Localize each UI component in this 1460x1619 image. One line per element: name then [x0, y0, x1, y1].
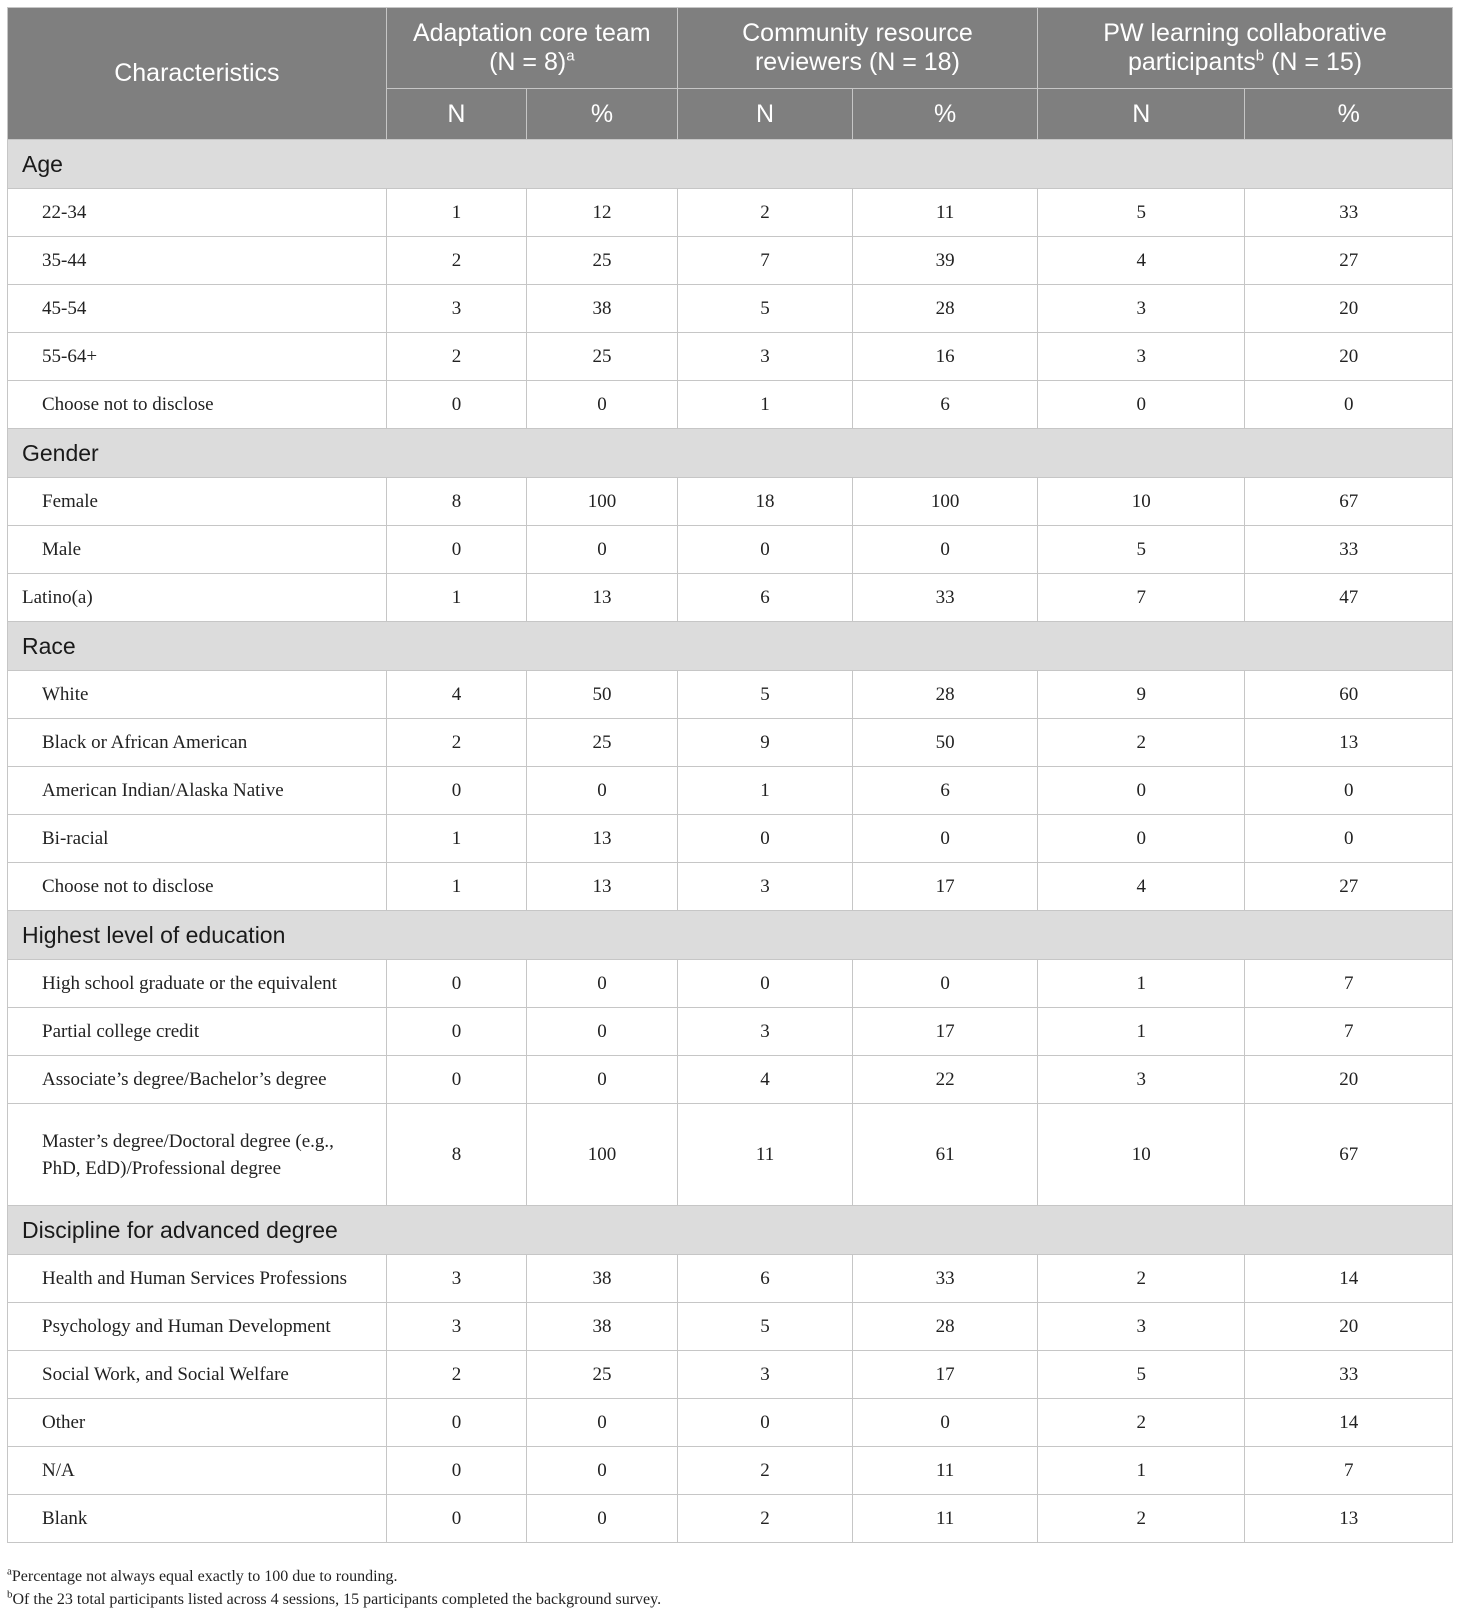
footnote-a	[7, 1565, 1453, 1588]
section-row	[8, 1206, 1453, 1255]
cell-percent: 13	[1245, 1495, 1453, 1543]
table-row	[8, 1447, 1453, 1495]
table-row	[8, 1303, 1453, 1351]
cell-percent: 50	[853, 719, 1038, 767]
cell-count: 10	[1038, 1104, 1245, 1206]
cell-percent: 0	[527, 1495, 678, 1543]
group-header-line2: (N = 8)	[489, 48, 567, 76]
cell-count: 3	[1038, 333, 1245, 381]
cell-percent: 28	[853, 671, 1038, 719]
cell-count: 3	[677, 863, 852, 911]
table-row	[8, 960, 1453, 1008]
cell-count: 3	[1038, 1056, 1245, 1104]
cell-count: 3	[677, 333, 852, 381]
section-row	[8, 911, 1453, 960]
cell-count: 5	[677, 1303, 852, 1351]
row-label: Male	[8, 526, 387, 574]
section-row	[8, 140, 1453, 189]
cell-percent: 0	[527, 1399, 678, 1447]
row-label: Associate’s degree/Bachelor’s degree	[8, 1056, 387, 1104]
cell-percent: 67	[1245, 478, 1453, 526]
cell-percent: 61	[853, 1104, 1038, 1206]
footnote-marker: a	[7, 1565, 12, 1578]
section-label: Discipline for advanced degree	[8, 1206, 1453, 1255]
row-label: Latino(a)	[8, 574, 387, 622]
cell-count: 1	[1038, 1008, 1245, 1056]
group-header-line1: Adaptation core team	[412, 19, 651, 47]
row-label: Blank	[8, 1495, 387, 1543]
table-row	[8, 719, 1453, 767]
cell-count: 0	[1038, 815, 1245, 863]
group-header-count: (N = 15)	[1264, 48, 1363, 76]
cell-percent: 50	[527, 671, 678, 719]
cell-count: 3	[1038, 1303, 1245, 1351]
cell-count: 6	[677, 574, 852, 622]
cell-count: 0	[386, 767, 526, 815]
cell-count: 7	[677, 237, 852, 285]
table-row	[8, 333, 1453, 381]
cell-count: 0	[386, 1495, 526, 1543]
cell-percent: 33	[853, 574, 1038, 622]
group-header-core-team	[386, 8, 677, 89]
cell-count: 0	[677, 815, 852, 863]
cell-count: 0	[677, 526, 852, 574]
section-label: Age	[8, 140, 1453, 189]
cell-count: 2	[677, 189, 852, 237]
cell-percent: 39	[853, 237, 1038, 285]
cell-count: 1	[677, 381, 852, 429]
row-label: Black or African American	[8, 719, 387, 767]
footnote-b	[7, 1588, 1453, 1611]
row-label: 55-64+	[8, 333, 387, 381]
cell-percent: 28	[853, 1303, 1038, 1351]
section-row	[8, 622, 1453, 671]
group-header-line2: reviewers (N = 18)	[754, 48, 960, 76]
table-row	[8, 574, 1453, 622]
cell-count: 0	[386, 526, 526, 574]
cell-percent: 25	[527, 719, 678, 767]
row-label: Psychology and Human Development	[8, 1303, 387, 1351]
cell-percent: 0	[527, 1056, 678, 1104]
table-row	[8, 1495, 1453, 1543]
subcol-header-percent: %	[1245, 89, 1453, 140]
section-label: Highest level of education	[8, 911, 1453, 960]
row-label: Health and Human Services Professions	[8, 1255, 387, 1303]
table-row	[8, 237, 1453, 285]
table-row	[8, 671, 1453, 719]
group-header-line2: participants	[1127, 48, 1256, 76]
subcol-header-percent: %	[527, 89, 678, 140]
row-label: 45-54	[8, 285, 387, 333]
cell-count: 0	[386, 381, 526, 429]
cell-percent: 13	[527, 574, 678, 622]
cell-count: 0	[1038, 767, 1245, 815]
cell-percent: 100	[527, 1104, 678, 1206]
cell-count: 7	[1038, 574, 1245, 622]
cell-percent: 13	[527, 863, 678, 911]
footnote-marker: a	[566, 47, 575, 65]
cell-count: 1	[386, 574, 526, 622]
cell-count: 8	[386, 1104, 526, 1206]
cell-count: 1	[1038, 1447, 1245, 1495]
cell-count: 3	[677, 1351, 852, 1399]
cell-count: 3	[386, 1255, 526, 1303]
cell-percent: 0	[527, 1008, 678, 1056]
cell-percent: 33	[1245, 1351, 1453, 1399]
row-label: 22-34	[8, 189, 387, 237]
cell-percent: 20	[1245, 1056, 1453, 1104]
cell-percent: 11	[853, 1447, 1038, 1495]
cell-count: 1	[386, 863, 526, 911]
cell-percent: 25	[527, 1351, 678, 1399]
section-label: Race	[8, 622, 1453, 671]
cell-percent: 28	[853, 285, 1038, 333]
cell-percent: 25	[527, 333, 678, 381]
cell-percent: 0	[527, 1447, 678, 1495]
cell-percent: 13	[527, 815, 678, 863]
cell-count: 5	[1038, 1351, 1245, 1399]
row-label: Social Work, and Social Welfare	[8, 1351, 387, 1399]
row-label: N/A	[8, 1447, 387, 1495]
cell-percent: 17	[853, 863, 1038, 911]
cell-count: 2	[1038, 1399, 1245, 1447]
cell-percent: 33	[853, 1255, 1038, 1303]
group-header-line1: PW learning collaborative	[1103, 19, 1387, 47]
footnote-marker: b	[7, 1588, 13, 1601]
cell-count: 6	[677, 1255, 852, 1303]
cell-count: 3	[386, 285, 526, 333]
cell-count: 2	[1038, 1495, 1245, 1543]
group-header-learning-collaborative	[1038, 8, 1453, 89]
cell-count: 0	[677, 960, 852, 1008]
cell-count: 2	[386, 333, 526, 381]
row-label: Master’s degree/Doctoral degree (e.g., PhD, EdD)/Professional degree	[8, 1104, 387, 1206]
cell-count: 5	[677, 671, 852, 719]
cell-percent: 6	[853, 767, 1038, 815]
cell-count: 0	[386, 1447, 526, 1495]
row-label: Choose not to disclose	[8, 381, 387, 429]
cell-percent: 67	[1245, 1104, 1453, 1206]
subcol-header-n: N	[1038, 89, 1245, 140]
cell-percent: 0	[1245, 815, 1453, 863]
cell-percent: 11	[853, 189, 1038, 237]
cell-count: 4	[1038, 237, 1245, 285]
cell-count: 1	[1038, 960, 1245, 1008]
cell-percent: 6	[853, 381, 1038, 429]
cell-percent: 33	[1245, 526, 1453, 574]
cell-percent: 20	[1245, 333, 1453, 381]
group-header-community-reviewers	[677, 8, 1037, 89]
cell-percent: 0	[853, 815, 1038, 863]
cell-count: 9	[677, 719, 852, 767]
cell-count: 4	[677, 1056, 852, 1104]
cell-count: 5	[1038, 526, 1245, 574]
cell-count: 2	[677, 1495, 852, 1543]
cell-count: 2	[1038, 719, 1245, 767]
footnotes	[7, 1565, 1453, 1611]
cell-percent: 0	[853, 526, 1038, 574]
cell-count: 5	[677, 285, 852, 333]
cell-percent: 100	[853, 478, 1038, 526]
cell-percent: 12	[527, 189, 678, 237]
cell-count: 11	[677, 1104, 852, 1206]
row-label: Partial college credit	[8, 1008, 387, 1056]
subcol-header-n: N	[677, 89, 852, 140]
cell-percent: 17	[853, 1351, 1038, 1399]
cell-percent: 0	[1245, 381, 1453, 429]
cell-percent: 14	[1245, 1399, 1453, 1447]
row-label: White	[8, 671, 387, 719]
cell-count: 3	[1038, 285, 1245, 333]
cell-count: 1	[386, 815, 526, 863]
cell-percent: 47	[1245, 574, 1453, 622]
table-row	[8, 1056, 1453, 1104]
cell-percent: 38	[527, 1303, 678, 1351]
table-container	[7, 7, 1453, 1543]
cell-count: 0	[1038, 381, 1245, 429]
cell-percent: 100	[527, 478, 678, 526]
cell-percent: 0	[1245, 767, 1453, 815]
table-row	[8, 1351, 1453, 1399]
table-row	[8, 526, 1453, 574]
cell-count: 8	[386, 478, 526, 526]
subcol-header-percent: %	[853, 89, 1038, 140]
cell-percent: 17	[853, 1008, 1038, 1056]
participant-characteristics-table	[7, 7, 1453, 1543]
table-row	[8, 1104, 1453, 1206]
cell-count: 2	[677, 1447, 852, 1495]
cell-percent: 20	[1245, 1303, 1453, 1351]
row-label: Bi-racial	[8, 815, 387, 863]
cell-percent: 0	[853, 1399, 1038, 1447]
cell-count: 0	[386, 960, 526, 1008]
cell-percent: 38	[527, 1255, 678, 1303]
cell-percent: 0	[527, 526, 678, 574]
cell-count: 2	[386, 237, 526, 285]
group-header-line1: Community resource	[742, 19, 973, 47]
cell-count: 1	[386, 189, 526, 237]
row-label: Female	[8, 478, 387, 526]
cell-percent: 25	[527, 237, 678, 285]
table-row	[8, 863, 1453, 911]
row-label: Choose not to disclose	[8, 863, 387, 911]
table-row	[8, 478, 1453, 526]
cell-count: 1	[677, 767, 852, 815]
cell-count: 10	[1038, 478, 1245, 526]
cell-count: 0	[386, 1399, 526, 1447]
table-row	[8, 189, 1453, 237]
cell-percent: 33	[1245, 189, 1453, 237]
table-row	[8, 1008, 1453, 1056]
cell-count: 0	[386, 1056, 526, 1104]
cell-percent: 27	[1245, 237, 1453, 285]
section-label: Gender	[8, 429, 1453, 478]
cell-count: 3	[677, 1008, 852, 1056]
cell-percent: 60	[1245, 671, 1453, 719]
cell-percent: 20	[1245, 285, 1453, 333]
footnote-text: Of the 23 total participants listed across 4 sessions, 15 participants completed the background survey.	[12, 1591, 662, 1608]
footnote-marker: b	[1255, 47, 1265, 65]
characteristics-header: Characteristics	[8, 8, 387, 140]
cell-percent: 0	[527, 767, 678, 815]
cell-count: 2	[386, 1351, 526, 1399]
cell-percent: 13	[1245, 719, 1453, 767]
cell-count: 3	[386, 1303, 526, 1351]
row-label: High school graduate or the equivalent	[8, 960, 387, 1008]
cell-percent: 0	[853, 960, 1038, 1008]
cell-percent: 16	[853, 333, 1038, 381]
row-label: American Indian/Alaska Native	[8, 767, 387, 815]
cell-count: 2	[1038, 1255, 1245, 1303]
cell-count: 2	[386, 719, 526, 767]
cell-count: 5	[1038, 189, 1245, 237]
table-row	[8, 1399, 1453, 1447]
cell-percent: 14	[1245, 1255, 1453, 1303]
cell-percent: 0	[527, 960, 678, 1008]
table-row	[8, 815, 1453, 863]
row-label: Other	[8, 1399, 387, 1447]
footnote-text: Percentage not always equal exactly to 100 due to rounding.	[11, 1568, 398, 1585]
cell-count: 18	[677, 478, 852, 526]
cell-percent: 38	[527, 285, 678, 333]
cell-percent: 7	[1245, 1008, 1453, 1056]
table-row	[8, 285, 1453, 333]
cell-count: 4	[386, 671, 526, 719]
cell-percent: 0	[527, 381, 678, 429]
cell-count: 4	[1038, 863, 1245, 911]
table-row	[8, 767, 1453, 815]
cell-percent: 27	[1245, 863, 1453, 911]
cell-percent: 22	[853, 1056, 1038, 1104]
table-row	[8, 1255, 1453, 1303]
cell-count: 9	[1038, 671, 1245, 719]
section-row	[8, 429, 1453, 478]
cell-percent: 11	[853, 1495, 1038, 1543]
cell-percent: 7	[1245, 1447, 1453, 1495]
cell-count: 0	[677, 1399, 852, 1447]
cell-count: 0	[386, 1008, 526, 1056]
table-row	[8, 381, 1453, 429]
cell-percent: 7	[1245, 960, 1453, 1008]
subcol-header-n: N	[386, 89, 526, 140]
row-label: 35-44	[8, 237, 387, 285]
table-body	[8, 140, 1453, 1543]
